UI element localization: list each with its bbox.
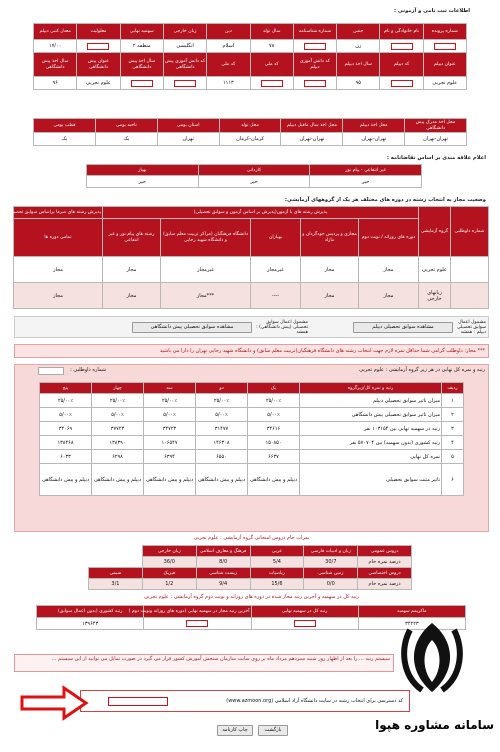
status-col-payam: رشته های پیام نور و غیر انتفاعی bbox=[103, 219, 161, 257]
table-cell: ۵/۰۰٪ bbox=[196, 408, 248, 422]
row-label: درصد نمره خام bbox=[358, 557, 412, 568]
table-cell: ۲۵/۰۰٪ bbox=[92, 394, 144, 408]
redacted-field bbox=[261, 80, 283, 87]
table-header: دروس اختصاصی bbox=[358, 568, 412, 579]
table-cell: ۳۱۴۷۷ bbox=[196, 422, 248, 436]
hepva-logo bbox=[392, 618, 472, 708]
table-header: کد دانش آموزی پیش دانشگاهی bbox=[163, 53, 206, 77]
table-cell: دیپلم و پیش دانشگاهی bbox=[248, 464, 300, 496]
table-cell: دیپلم و پیش دانشگاهی bbox=[144, 464, 196, 496]
print-report-button[interactable]: چاپ کارنامه bbox=[217, 725, 253, 736]
table-cell bbox=[380, 77, 423, 90]
table-header: غیر انتفاعی - پیام نور bbox=[310, 165, 422, 176]
table-cell: ۵/۰۰٪ bbox=[40, 408, 92, 422]
table-header: فیزیک bbox=[142, 568, 196, 579]
interest-title: اعلام علاقه مندی بر اساس تقاضانامه : bbox=[386, 155, 486, 161]
table-header: سه bbox=[144, 383, 196, 394]
table-header: دو bbox=[196, 383, 248, 394]
status-col-farhang: دانشگاه فرهنگیان (مراکز تربیت معلم سابق) و دانشگاه شهید رجایی bbox=[161, 219, 251, 257]
table-header: شیمی bbox=[89, 568, 143, 579]
redacted-field bbox=[87, 43, 109, 50]
table-cell: ۲۵/۰۰٪ bbox=[40, 394, 92, 408]
table-cell: یک bbox=[95, 133, 157, 146]
table-cell: خیر bbox=[310, 176, 422, 188]
interest-table bbox=[86, 164, 422, 188]
logo-text: سامانه مشاوره هپوا bbox=[375, 718, 494, 732]
table-cell: ۱۳۸۴۶۸ bbox=[40, 436, 92, 450]
table-cell: ۳۷۷۲۳ bbox=[92, 422, 144, 436]
table-cell: خیر bbox=[87, 176, 199, 188]
registration-table bbox=[33, 23, 467, 90]
table-cell: علوم تجربی bbox=[77, 77, 120, 90]
status-col-virtual: مجازی و پردیس خودگردان و مازاد bbox=[301, 219, 359, 257]
view-preuniversity-button[interactable]: مشاهده سوابق تحصیلی پیش دانشگاهی bbox=[132, 322, 252, 333]
table-header: فرهنگ و معارف اسلامی bbox=[196, 546, 250, 557]
pre-label: مشمول اعمال سوابق تحصیلی (پیش دانشگاهی) : همشد bbox=[256, 320, 308, 335]
table-row bbox=[40, 422, 464, 436]
redacted-field bbox=[294, 620, 316, 627]
table-header: عنوان پیش دانشگاهی bbox=[77, 53, 120, 77]
table-header: سهمیه نهایی bbox=[120, 24, 163, 40]
status-row: علوم تجربی مجاز مجاز غیرمجاز غیرمجاز مجاز مجاز bbox=[14, 257, 489, 283]
table-cell: یک bbox=[34, 133, 96, 146]
redacted-field bbox=[304, 43, 326, 50]
table-header: دین bbox=[207, 24, 250, 40]
table-row bbox=[40, 436, 464, 450]
row-title: رتبه کشوری (بدون سهمیه) بین ۵۷۰۷۰۴ نفر bbox=[300, 436, 442, 450]
table-header: محل اخذ مدرک پیش دانشگاهی bbox=[405, 119, 467, 133]
table-cell: تهران-تهران bbox=[281, 133, 343, 146]
row-number: ۵ bbox=[442, 450, 464, 464]
row-number: ۲ bbox=[442, 408, 464, 422]
table-header: رتبه و نمره کل/زیرگروه bbox=[300, 383, 442, 394]
table-row bbox=[40, 408, 464, 422]
table-cell: منطقه ۲ bbox=[120, 40, 163, 53]
table-header: چهار bbox=[92, 383, 144, 394]
table-cell: ۹۶ bbox=[34, 77, 77, 90]
table-row bbox=[40, 450, 464, 464]
table-header: زیست شناسی bbox=[196, 568, 250, 579]
table-cell: 36/0 bbox=[142, 557, 196, 568]
table-header: ردیف bbox=[442, 383, 464, 394]
table-cell: 3/1 bbox=[89, 579, 143, 590]
table-header: سال اخذ دیپلم bbox=[337, 53, 380, 77]
table-header: نام خانوادگی و نام bbox=[380, 24, 423, 40]
last-rank-title: رتبه کل در سهمیه و آخرین رتبه مجاز شده در دوره های روزانه و نوبت دوم گروه آزمایشی : علوم تجربی bbox=[144, 594, 359, 600]
table-header: سال اخذ پیش دانشگاهی bbox=[34, 53, 77, 77]
table-header: زبان خارجی bbox=[142, 546, 196, 557]
row-number: ۳ bbox=[442, 422, 464, 436]
records-bar bbox=[14, 316, 489, 338]
access-code-field bbox=[108, 697, 168, 706]
raw-title: نمرات خام دروس امتحانی گروه آزمایشی : علوم تجربی bbox=[193, 535, 310, 541]
table-cell: ۶۶۳۷ bbox=[248, 450, 300, 464]
row-title: میزان تاثیر سوابق تحصیلی پیش دانشگاهی bbox=[300, 408, 442, 422]
table-cell: ۵/۰۰٪ bbox=[92, 408, 144, 422]
table-cell bbox=[77, 40, 120, 53]
table-header: کاردانی bbox=[198, 165, 310, 176]
section-title: اطلاعات ثبت نامی و آزمونی : bbox=[394, 8, 470, 14]
table-header: استان بومی bbox=[157, 119, 219, 133]
rank-id-field bbox=[38, 367, 64, 375]
rank-id-label: شماره داوطلبی : bbox=[70, 367, 106, 373]
back-button[interactable]: بازگشت bbox=[258, 725, 288, 736]
table-cell: 0/0 bbox=[304, 579, 358, 590]
table-header: کد ملی bbox=[250, 53, 293, 77]
table-header: شماره پرونده bbox=[423, 24, 466, 40]
table-header: جنس bbox=[337, 24, 380, 40]
table-cell: ۵/۰۰٪ bbox=[144, 408, 196, 422]
table-cell: ۱۵۰۸۵۰ bbox=[248, 436, 300, 450]
status-col-id: شماره داوطلبی bbox=[451, 207, 489, 257]
table-cell bbox=[120, 77, 163, 90]
row-number: ۴ bbox=[442, 436, 464, 450]
azad-access-text: کد دسترسی برای انتخاب رشته در سایت دانشگاه آزاد اسلامی (www.azmoon.org) bbox=[226, 698, 403, 704]
table-cell: تهران bbox=[157, 133, 219, 146]
table-header: معلولیت bbox=[77, 24, 120, 40]
table-cell: ۶۰۳۳ bbox=[40, 450, 92, 464]
table-header: رتبه کل در سهمیه نهایی bbox=[251, 606, 358, 618]
row-number: ۶ bbox=[442, 464, 464, 496]
table-header: سال تولد bbox=[250, 24, 293, 40]
table-cell: ۲۵/۰۰٪ bbox=[196, 394, 248, 408]
status-sub1: پذیرش رشته های با آزمون(پذیرش بر اساس آزمون و سوابق تحصیلی) bbox=[103, 207, 419, 219]
table-cell: ۶۲۹۸ bbox=[92, 450, 144, 464]
row-title: رتبه در سهمیه نهایی بین ۱۰۳۱۵۴ نفر bbox=[300, 422, 442, 436]
table-header: رتبه کشوری (بدون اعمال سوابق) bbox=[37, 606, 144, 618]
status-row: زبانهای خارجی مجاز مجاز ---- ***مجاز مجاز مجاز bbox=[14, 283, 489, 309]
table-header: ماکزیمم سهمیه bbox=[358, 606, 465, 618]
table-header: بهیار bbox=[87, 165, 199, 176]
dip-label: مشمول اعمال سوابق تحصیلی دیپلم : همشد bbox=[456, 320, 486, 335]
table-cell bbox=[423, 40, 466, 53]
table-header: زبان و ادبیات فارسی bbox=[304, 546, 358, 557]
table-header: محل اخذ سال ماقبل دیپلم bbox=[281, 119, 343, 133]
row-title: تاثیر مثبت سوابق تحصیلی bbox=[300, 464, 442, 496]
redacted-field bbox=[186, 620, 208, 627]
table-cell: کرمان-کرمان bbox=[219, 133, 281, 146]
redacted-field bbox=[174, 80, 196, 87]
table-header: آخرین رتبه مجاز در سهمیه نهایی (دوره های روزانه ونوبت دوم ) bbox=[144, 606, 251, 618]
farhangian-note: *** مجاز: داوطلب گرامی شما حداقل نمره لازم جهت انتخاب رشته های دانشگاه فرهنگیان(تربیت معلم سابق) و دانشگاه شهید رجایی تهران را دارا می باشید bbox=[14, 344, 489, 358]
table-cell: ۳۴۲۲۳ bbox=[358, 618, 465, 630]
table-header: شماره شناسنامه bbox=[293, 24, 336, 40]
table-cell: دیپلم و پیش دانشگاهی bbox=[40, 464, 92, 496]
table-cell: دیپلم و پیش دانشگاهی bbox=[92, 464, 144, 496]
table-cell: ۶۵۵۰ bbox=[196, 450, 248, 464]
table-cell: ۷۸ bbox=[250, 40, 293, 53]
table-cell: ۲۵/۰۰٪ bbox=[248, 394, 300, 408]
table-header: کد دانش آموزی دیپلم bbox=[293, 53, 336, 77]
table-cell: ۲۵/۰۰٪ bbox=[144, 394, 196, 408]
arrow-icon bbox=[20, 686, 90, 720]
table-cell: ۶۳۹۴ bbox=[144, 450, 196, 464]
table-cell: ۳۴۰۶۹ bbox=[40, 422, 92, 436]
table-cell: تهران-تهران bbox=[343, 133, 405, 146]
row-label: درصد نمره خام bbox=[358, 579, 412, 590]
table-cell: ۱۴۶۳۰۸ bbox=[196, 436, 248, 450]
table-cell: ۱۰۶۵۴۷ bbox=[144, 436, 196, 450]
table-cell: اسلام bbox=[207, 40, 250, 53]
table-cell bbox=[144, 618, 251, 630]
table-header: کد ملی bbox=[207, 53, 250, 77]
row-number: ۱ bbox=[442, 394, 464, 408]
table-header: سال اخذ پیش دانشگاهی bbox=[120, 53, 163, 77]
table-cell: ۱۳۹۶۴۳ bbox=[37, 618, 144, 630]
status-col-all: تمامی دوره ها bbox=[14, 219, 103, 257]
raw-scores-table bbox=[88, 545, 412, 590]
table-header: ناحیه بومی bbox=[95, 119, 157, 133]
table-header: زمین شناسی bbox=[304, 568, 358, 579]
table-header: ریاضیات bbox=[250, 568, 304, 579]
table-header: قطب بومی bbox=[34, 119, 96, 133]
table-cell: دیپلم و پیش دانشگاهی bbox=[196, 464, 248, 496]
table-cell: 15/6 bbox=[250, 579, 304, 590]
status-table bbox=[8, 206, 489, 309]
table-cell: 8/0 bbox=[196, 557, 250, 568]
redacted-field bbox=[131, 80, 153, 87]
table-row bbox=[40, 394, 464, 408]
table-header: دروس عمومی bbox=[358, 546, 412, 557]
table-cell: خیر bbox=[198, 176, 310, 188]
table-header: عنوان دیپلم bbox=[423, 53, 466, 77]
rank-table bbox=[40, 382, 464, 496]
table-header: محل تولد bbox=[219, 119, 281, 133]
row-title: میزان تاثیر سوابق تحصیلی دیپلم bbox=[300, 394, 442, 408]
table-cell bbox=[251, 618, 358, 630]
table-cell: ۳۴۶۱۶ bbox=[248, 422, 300, 436]
table-header: عربی bbox=[250, 546, 304, 557]
table-header: معدل کتبی دیپلم bbox=[34, 24, 77, 40]
table-cell: انگلیسی bbox=[163, 40, 206, 53]
view-diploma-button[interactable]: مشاهده سوابق تحصیلی دیپلم bbox=[353, 322, 453, 333]
table-cell bbox=[380, 40, 423, 53]
redacted-field bbox=[391, 80, 413, 87]
table-cell: زن bbox=[337, 40, 380, 53]
redacted-field bbox=[304, 80, 326, 87]
table-header: یک bbox=[248, 383, 300, 394]
table-cell: ۵/۰۰٪ bbox=[248, 408, 300, 422]
table-row bbox=[40, 464, 464, 496]
table-header: کد دیپلم bbox=[380, 53, 423, 77]
table-cell: 1/2 bbox=[142, 579, 196, 590]
table-header: پنج bbox=[40, 383, 92, 394]
status-col-daily: دوره های روزانه / نوبت دوم bbox=[359, 219, 419, 257]
row-title: نمره کل نهایی bbox=[300, 450, 442, 464]
redacted-field bbox=[434, 43, 456, 50]
table-cell bbox=[163, 77, 206, 90]
table-cell: علوم تجربی bbox=[423, 77, 466, 90]
table-header: زبان خارجی bbox=[163, 24, 206, 40]
rank-title: رتبه و نمره کل نهایی در هر زیر گروه آزمایشی : علوم تجربی bbox=[359, 367, 485, 373]
status-col-behyar: بهیاران bbox=[251, 219, 301, 257]
table-cell bbox=[293, 77, 336, 90]
table-cell: ۱۷/۰۰ bbox=[34, 40, 77, 53]
status-title: وضعیت مجاز به انتخاب رشته در دوره های مختلف هر یک از گروههای آزمایشی: bbox=[284, 197, 486, 203]
table-header: محل اخذ دیپلم bbox=[343, 119, 405, 133]
status-sub2: پذیرش رشته های صرفا براساس سوابق تحصیلی bbox=[14, 207, 103, 219]
table-cell: 5/4 bbox=[250, 557, 304, 568]
place-table bbox=[33, 118, 467, 146]
table-cell bbox=[250, 77, 293, 90]
table-cell: 30/7 bbox=[304, 557, 358, 568]
bottom-note: سیستم رتبه ... را بعد از اظهار روز شنبه سیزدهم مرداد ماه بر روی سایت سازمان سنجش آموزش کشور قرار می گیرد در صورت تمایل می توانید از این سیستم ... bbox=[14, 654, 394, 672]
table-cell: ۱۱۱۳ bbox=[207, 77, 250, 90]
table-cell: ۱۳۸۳۹۰ bbox=[92, 436, 144, 450]
status-col-group: گروه آزمایشی bbox=[419, 207, 451, 257]
redacted-field bbox=[391, 43, 413, 50]
table-cell bbox=[293, 40, 336, 53]
table-cell: ۹۵ bbox=[337, 77, 380, 90]
table-cell: تهران-تهران bbox=[405, 133, 467, 146]
table-cell: 9/4 bbox=[196, 579, 250, 590]
table-cell: ۳۴۷۲۳ bbox=[144, 422, 196, 436]
